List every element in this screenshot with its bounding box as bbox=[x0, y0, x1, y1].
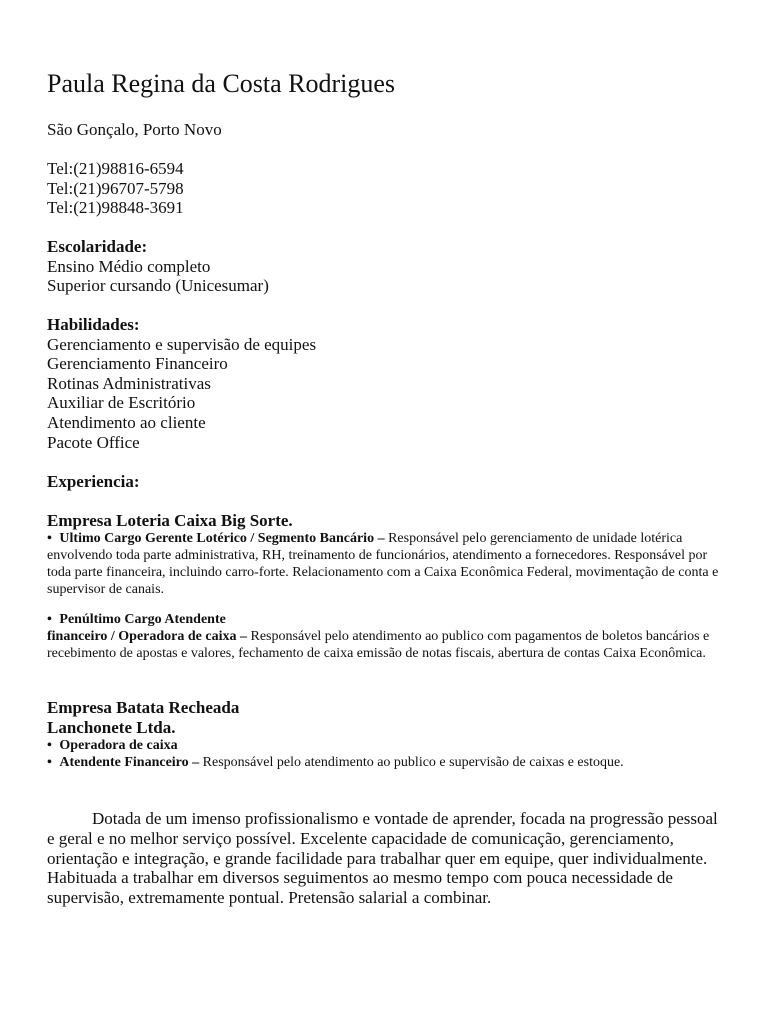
skill-item: Gerenciamento Financeiro bbox=[47, 354, 228, 374]
phone-2: Tel:(21)96707-5798 bbox=[47, 178, 184, 198]
education-item: Superior cursando (Unicesumar) bbox=[47, 276, 269, 296]
location: São Gonçalo, Porto Novo bbox=[47, 120, 222, 139]
education-item: Ensino Médio completo bbox=[47, 256, 211, 276]
role-title-line-2: financeiro / Operadora de caixa – bbox=[47, 629, 247, 644]
candidate-name: Paula Regina da Costa Rodrigues bbox=[47, 69, 396, 98]
company-2-roles bbox=[47, 737, 727, 771]
phone-1: Tel:(21)98816-6594 bbox=[47, 159, 184, 178]
bullet-icon: • bbox=[47, 531, 52, 546]
skill-item: Rotinas Administrativas bbox=[47, 373, 211, 393]
bullet-icon: • bbox=[47, 738, 52, 753]
company-2-role-1 bbox=[47, 737, 727, 754]
role-title: Ultimo Cargo Gerente Lotérico / Segmento Bancário – bbox=[59, 531, 385, 546]
summary-paragraph: Dotada de um imenso profissionalismo e vontade de aprender, focada na progressão pessoal e geral e no melhor serviço possível. Excelente capacidade de comunicação, gerenciamento, orientação e integração, e grande facilidade para trabalhar quer em equipe, quer individualmente. Habituada a trabalhar em diversos seguimentos ao mesmo tempo com pouca necessidade de supervisão, extremamente pontual. Pretensão salarial a combinar. bbox=[47, 809, 718, 908]
company-2-name-line-1: Empresa Batata Recheada bbox=[47, 698, 240, 717]
phone-3: Tel:(21)98848-3691 bbox=[47, 198, 184, 218]
company-2-role-2 bbox=[47, 754, 727, 771]
phone-list bbox=[47, 159, 727, 218]
summary-section bbox=[47, 809, 719, 908]
skills-section bbox=[47, 315, 727, 452]
skill-item: Atendimento ao cliente bbox=[47, 412, 206, 432]
company-2-name-line-2: Lanchonete Ltda. bbox=[47, 717, 176, 737]
role-title: Operadora de caixa bbox=[59, 738, 178, 753]
role-title-line-1: Penúltimo Cargo Atendente bbox=[59, 612, 226, 627]
bullet-icon: • bbox=[47, 755, 52, 770]
company-1-name: Empresa Loteria Caixa Big Sorte. bbox=[47, 511, 293, 530]
experience-heading: Experiencia: bbox=[47, 472, 140, 491]
role-description: Responsável pelo atendimento ao publico e supervisão de caixas e estoque. bbox=[202, 755, 624, 770]
company-1-role-1 bbox=[47, 530, 727, 598]
skill-item: Auxiliar de Escritório bbox=[47, 393, 196, 413]
role-title: Atendente Financeiro – bbox=[59, 755, 200, 770]
skills-heading: Habilidades: bbox=[47, 315, 140, 334]
role-description: Responsável pelo atendimento ao publico com pagamentos de boletos bancários e recebimento de apostas e valores, fechamento de caixa emissão de notas fiscais, abertura de contas Caixa Econômica. bbox=[47, 629, 710, 661]
education-heading: Escolaridade: bbox=[47, 237, 148, 256]
education-section bbox=[47, 237, 727, 296]
company-2-name bbox=[47, 698, 727, 737]
company-1-role-2 bbox=[47, 611, 727, 662]
skill-item: Pacote Office bbox=[47, 432, 140, 452]
skill-item: Gerenciamento e supervisão de equipes bbox=[47, 334, 317, 354]
role-description: Responsável pelo gerenciamento de unidade lotérica envolvendo toda parte administrativa, RH, treinamento de funcionários, atendimento a fornecedores. Responsável por toda parte financeira, incluindo carro-forte. Relacionamento com a Caixa Econômica Federal, movimentação de conta e supervisor de canais. bbox=[47, 531, 719, 597]
bullet-icon: • bbox=[47, 612, 52, 627]
